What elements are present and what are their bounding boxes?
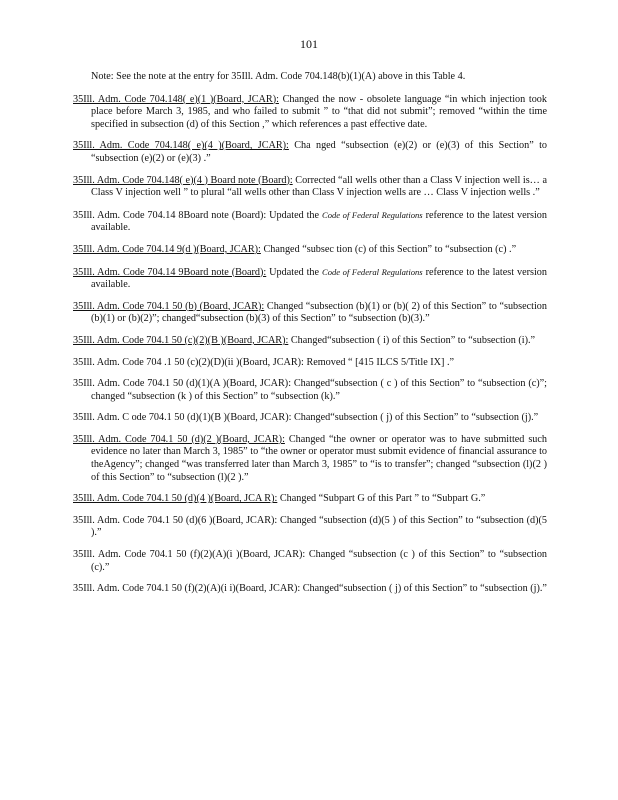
amendment-entry xyxy=(73,549,547,574)
entry-citation: 35Ill. Adm. Code 704.1 50 (b) (Board, JCAR): xyxy=(73,300,265,312)
amendment-entry xyxy=(73,357,547,370)
entry-text: Cha nged “subsection (e)(2) or (e)(3) of this Section” to “subsection (e)(2) or (e)(3) .” xyxy=(91,140,548,164)
entry-text: Updated the xyxy=(266,266,322,278)
amendment-entry xyxy=(73,493,547,506)
amendment-entry xyxy=(73,94,547,132)
amendment-entry xyxy=(73,266,547,292)
entry-citation: 35Ill. Adm. Code 704.148( e)(4 ) Board note (Board): xyxy=(73,174,293,186)
amendment-entry xyxy=(73,434,547,484)
amendment-entry xyxy=(73,209,547,235)
entry-text: Removed “ [415 ILCS 5/Title IX] .” xyxy=(303,356,455,368)
amendment-list xyxy=(73,71,547,605)
entry-citation: 35Ill. Adm. Code 704.148( e)(1 )(Board, JCAR): xyxy=(73,93,279,105)
entry-citation: 35Ill. Adm. Code 704.14 9Board note (Board): xyxy=(73,266,267,278)
entry-text: Changed “subsection (d)(5 ) of this Section” to “subsection (d)(5 ).” xyxy=(91,514,547,539)
entry-text: Changed “subsection (c ) of this Section” to “subsection (c).” xyxy=(91,549,548,573)
amendment-entry xyxy=(73,244,547,257)
entry-text: Changed “subsec tion (c) of this Section” to “subsection (c) .” xyxy=(260,243,517,255)
amendment-entry xyxy=(73,175,547,200)
entry-citation: 35Ill. Adm. Code 704.1 50 (d)(4 )(Board, JCA R): xyxy=(73,493,278,505)
entry-citation: 35Ill. Adm. Code 704.14 9(d )(Board, JCAR): xyxy=(73,243,261,255)
entry-emphasis: Code of Federal Regulations xyxy=(321,266,423,277)
entry-citation: 35Ill. Adm. Code 704.148( e)(4 )(Board, JCAR): xyxy=(73,140,289,152)
amendment-entry xyxy=(73,515,547,540)
entry-citation: 35Ill. Adm. Code 704.1 50 (f)(2)(A)(i i)(Board, JCAR): xyxy=(73,583,301,595)
entry-text: Changed“subsection ( i) of this Section” to “subsection (i).” xyxy=(288,334,536,346)
entry-text: Changed“subsection ( j) of this Section” to “subsection (j).” xyxy=(300,583,547,595)
entry-text: Changed the now - obsolete language “in which injection took place before March 3, 1985, and who failed to submit ” to “that did not submit”; removed “within the time specified in subsection (d) of this Section ,” which references a past effective date. xyxy=(91,93,547,130)
entry-text: Changed “Subpart G of this Part ” to “Subpart G.” xyxy=(277,493,486,505)
entry-citation: 35Ill. Adm. Code 704.14 8Board note (Board): xyxy=(73,209,267,221)
entry-citation: 35Ill. Adm. Code 704.1 50 (d)(1)(A )(Board, JCAR): xyxy=(73,378,292,390)
table-note: Note: See the note at the entry for 35Ill. Adm. Code 704.148(b)(1)(A) above in this Table 4. xyxy=(91,71,466,82)
amendment-entry xyxy=(73,412,547,425)
amendment-entry xyxy=(73,140,547,165)
entry-citation: 35Ill. Adm. Code 704.1 50 (c)(2)(B )(Board, JCAR): xyxy=(73,334,289,346)
amendment-entry xyxy=(73,335,547,348)
amendment-entry xyxy=(73,301,547,326)
entry-citation: 35Ill. Adm. C ode 704.1 50 (d)(1)(B )(Board, JCAR): xyxy=(73,412,292,424)
entry-citation: 35Ill. Adm. Code 704.1 50 (f)(2)(A)(i )(Board, JCAR): xyxy=(73,549,306,561)
entry-text: Corrected “all wells other than a Class V injection well is… a Class V injection well ” to plural “all wells other than Class V injection wells are … Class V injection wells .” xyxy=(91,174,547,199)
entry-container xyxy=(73,94,547,596)
entry-text-after: reference to the latest version available. xyxy=(91,209,547,234)
entry-text: Updated the xyxy=(266,209,322,221)
entry-text-after: reference to the latest version available. xyxy=(91,266,547,291)
entry-text: Changed “subsection (b)(1) or (b)( 2) of this Section” to “subsection (b)(1) or (b)(2)”; changed“subsection (b)(3) of this Section” to “subsection (b)(3).” xyxy=(91,300,547,325)
amendment-entry xyxy=(73,378,547,403)
entry-text: Changed“subsection ( c ) of this Section” to “subsection (c)”; changed “subsection (k ) of this Section” to “subsection (k).” xyxy=(91,378,547,402)
page-number: 101 xyxy=(300,37,318,51)
entry-citation: 35Ill. Adm. Code 704.1 50 (d)(2 )(Board, JCAR): xyxy=(73,433,285,445)
entry-citation: 35Ill. Adm. Code 704 .1 50 (c)(2)(D)(ii )(Board, JCAR): xyxy=(73,356,304,368)
entry-emphasis: Code of Federal Regulations xyxy=(321,209,423,220)
entry-text: Changed“subsection ( j) of this Section” to “subsection (j).” xyxy=(291,412,539,424)
entry-citation: 35Ill. Adm. Code 704.1 50 (d)(6 )(Board, JCAR): xyxy=(73,514,278,526)
amendment-entry xyxy=(73,583,547,596)
entry-text: Changed “the owner or operator was to have submitted such evidence no later than March 3, 1985” to “the owner or operator must submit evidence of financial assurance to theAgency”; changed “was transferred later than March 3, 1985” to “is to transfer”; changed “subsection (l)(2 ) of this Section” to “subsection (l)(2 ).” xyxy=(91,433,547,483)
